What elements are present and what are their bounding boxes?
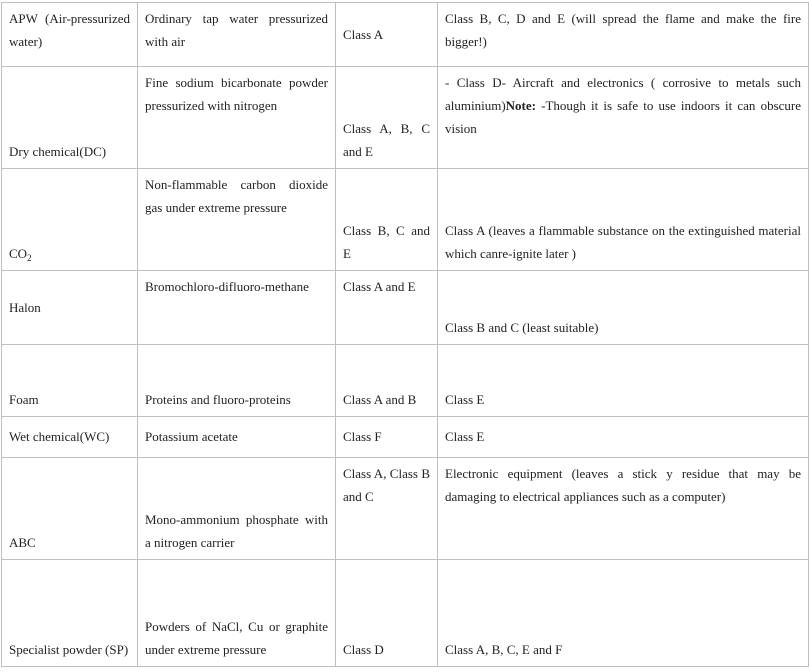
- extinguisher-type-cell: Wet chemical(WC): [2, 417, 138, 458]
- use-on-cell: Class D: [336, 560, 438, 667]
- use-on-cell: Class A, B, C and E: [336, 67, 438, 169]
- not-for-text: - Class D- Aircraft and electronics ( corrosive to metals such aluminium): [445, 75, 801, 113]
- note-label: Note:: [505, 98, 536, 113]
- not-for-cell: Class E: [438, 345, 809, 417]
- table-row: [2, 417, 809, 458]
- extinguisher-type-cell: ABC: [2, 458, 138, 560]
- table-row: [2, 169, 809, 271]
- contents-cell: Ordinary tap water pressurized with air: [138, 3, 336, 67]
- use-on-cell: Class A, Class B and C: [336, 458, 438, 560]
- extinguisher-type-cell: Foam: [2, 345, 138, 417]
- table-row: [2, 345, 809, 417]
- not-for-cell: Class A, B, C, E and F: [438, 560, 809, 667]
- extinguisher-type-cell: [2, 169, 138, 271]
- extinguisher-type-cell: APW (Air-pressurized water): [2, 3, 138, 67]
- table-row: [2, 560, 809, 667]
- use-on-cell: Class A and B: [336, 345, 438, 417]
- co2-subscript: 2: [27, 253, 32, 263]
- table-row: [2, 458, 809, 560]
- contents-cell: Fine sodium bicarbonate powder pressurized with nitrogen: [138, 67, 336, 169]
- extinguisher-type-cell: Specialist powder (SP): [2, 560, 138, 667]
- use-on-cell: Class A: [336, 3, 438, 67]
- extinguisher-table: [1, 2, 809, 667]
- not-for-cell: Class A (leaves a flammable substance on the extinguished material which canre-ignite later ): [438, 169, 809, 271]
- use-on-cell: Class B, C and E: [336, 169, 438, 271]
- extinguisher-type-cell: Dry chemical(DC): [2, 67, 138, 169]
- not-for-cell: [438, 67, 809, 169]
- not-for-cell: Class B, C, D and E (will spread the flame and make the fire bigger!): [438, 3, 809, 67]
- co2-label: CO: [9, 246, 28, 261]
- contents-cell: Potassium acetate: [138, 417, 336, 458]
- use-on-cell: Class A and E: [336, 271, 438, 345]
- not-for-cell: Class B and C (least suitable): [438, 271, 809, 345]
- contents-cell: Bromochloro-difluoro-methane: [138, 271, 336, 345]
- use-on-cell: Class F: [336, 417, 438, 458]
- extinguisher-type-cell: Halon: [2, 271, 138, 345]
- contents-cell: Powders of NaCl, Cu or graphite under extreme pressure: [138, 560, 336, 667]
- contents-cell: Proteins and fluoro-proteins: [138, 345, 336, 417]
- table-row: [2, 271, 809, 345]
- table-row: [2, 3, 809, 67]
- not-for-cell: Electronic equipment (leaves a stick y residue that may be damaging to electrical appliances such as a computer): [438, 458, 809, 560]
- note-text: -Though it is safe to use indoors it can obscure vision: [445, 98, 801, 136]
- contents-cell: Non-flammable carbon dioxide gas under extreme pressure: [138, 169, 336, 271]
- contents-cell: Mono-ammonium phosphate with a nitrogen carrier: [138, 458, 336, 560]
- not-for-cell: Class E: [438, 417, 809, 458]
- table-row: [2, 67, 809, 169]
